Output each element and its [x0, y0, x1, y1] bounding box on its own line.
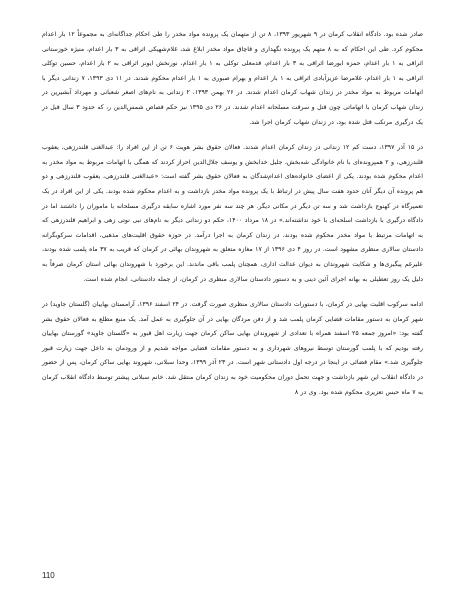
- paragraph-1: صادر شده بود. دادگاه انقلاب کرمان در ۹ شهریور ۱۳۹۳، ۸ تن از متهمان یک پرونده مواد مخدر را طی احکام جداگانه‌ای به مجموعاً ۱۲ بار اعدام محکوم کرد. طی این احکام که به ۸ متهم یک پرونده نگهداری و قاچاق مواد مخدر ابلاغ شد، غلام‌شهیکی اثراقی به ۳ بار اعدام، منیژه خوزستانی اثراقی به ۱ بار اعدام، حمزه ابورضا اثراقی به ۳ بار اعدام، قدمعلی توکلی به ۱ بار اعدام، نورنخش ایونر اثراقی به ۲ بار اعدام، حسین توکلی اثراقی به ۱ بار اعدام، غلامرضا عزیزآبادی اثراقی به ۱ بار اعدام و بهرام صبوری به ۱ بار اعدام محکوم شدند. در ۱۱ دی ۱۳۹۳، ۷ زندانی دیگر با اتهامات مربوط به مواد مخدر در زندان شهاب کرمان اعدام شدند. در ۲۶ بهمن ۱۳۹۳، ۲ زندانی به نام‌های اصغر شعبانی و مهرداد آبشیرین در زندان شهاب کرمان با اتهاماتی چون قتل و سرقت مسلحانه اعدام شدند. در ۲۶ دی ۱۳۹۵ نیز حکم قصاص شمس‌الدین ر، که حدود ۳ سال قبل در یک درگیری مرتکب قتل شده بود، در زندان شهاب کرمان اجرا شد.: [42, 31, 424, 126]
- paragraph-2: در ۱۵ آذر ۱۳۹۷، دست کم ۱۲ زندانی در زندان کرمان اعدام شدند. فعالان حقوق بشر هویت ۶ تن از این افراد را: عبدالغنی قلندرزهی، یعقوب قلندرزهی، و ۲ همپرونده‌ای با نام خانوادگی شه‌بخش، جلیل خدابخش و یوسف جلال‌الدین احراز کردند که همگی با اتهامات مربوط به مواد مخدر به اعدام محکوم شده بودند. یکی از اعضای خانواده‌های اعدام‌شدگان به فعالان حقوق بشر گفته است: «عبدالغنی قلندرزهی، یعقوب قلندرزهی و دو هم پرونده آن دیگر آنان حدود هفت سال پیش در ارتباط با یک پرونده مواد مخدر بازداشت و به اعدام محکوم شده بودند. یکی از این افراد در یک تعمیرگاه در کهنوج بازداشت شد و سه تن دیگر در مکانی دیگر. هر چند سه نفر مورد اشاره سابقه درگیری مسلحانه با ماموران را داشتند اما در دادگاه درگیری با بازداشت اسلحه‌ای با خود نداشته‌اند.» در ۱۸ مرداد ۱۴۰۰، حکم دو زندانی دیگر به نام‌های نبی نوتی زهی و ابراهیم قلندرزهی که به اتهامات مرتبط با مواد مخدر محکوم شده بودند، در زندان کرمان به اجرا درآمد. در حوزه حقوق اقلیت‌های مذهبی، اقدامات سرکوبگرانه دادستان سالاری منظری مشهود است. در روز ۴ دی ۱۳۹۶ از ۱۷ مغازه متعلق به شهروندان بهائی در کرمان که قریب به ۳۷ ماه پلمب شده بودند، علیرغم پیگیری‌ها و شکایت شهروندان به دیوان عدالت اداری، همچنان پلمب باقی ماندند. این برخورد با شهروندان بهائی استان کرمان صرفاً به دلیل یک روز تعطیلی به بهانه اجرای آئین دینی و به دستور دادستان سالاری منظری در کرمان، از جمله دادستانی، انجام شده است.: [42, 144, 424, 283]
- paragraph-3: ادامه سرکوب اقلیت بهایی در کرمان، با دستورات دادستان سالاری منظری صورت گرفت. در ۲۴ اسفند ۱۳۹۶، آرامستان بهاییان (گلستان جاوید) در شهر کرمان به دستور مقامات قضایی کرمان پلمب شد و از دفن مردگان بهایی در آن جلوگیری به عمل آمد. یک منبع مطلع به فعالان حقوق بشر گفته بود: «امروز جمعه ۲۵ اسفند همراه با تعدادی از شهروندان بهایی ساکن کرمان جهت زیارت اهل قبور به «گلستان جاوید» گورستان بهاییان رفته بودیم که با پلمب گورستان توسط نیروهای شهرداری و به دستور مقامات قضایی مواجه شدیم و از ورودمان به داخل جهت زیارت قبور جلوگیری شد.» مقام قضائی در اینجا در درجه اول دادستانی شهر است. در ۲۳ آذر ۱۳۹۹، وحدا سبلانی، شهروند بهایی ساکن کرمان، پس از حضور در دادگاه انقلاب این شهر بازداشت و جهت تحمل دوران محکومیت خود به زندان کرمان منتقل شد. خانم سبلانی پیشتر توسط دادگاه انقلاب کرمان به ۷ ماه حبس تعزیری محکوم شده بود. وی در ۸: [42, 301, 423, 396]
- page-number: 110: [42, 571, 55, 580]
